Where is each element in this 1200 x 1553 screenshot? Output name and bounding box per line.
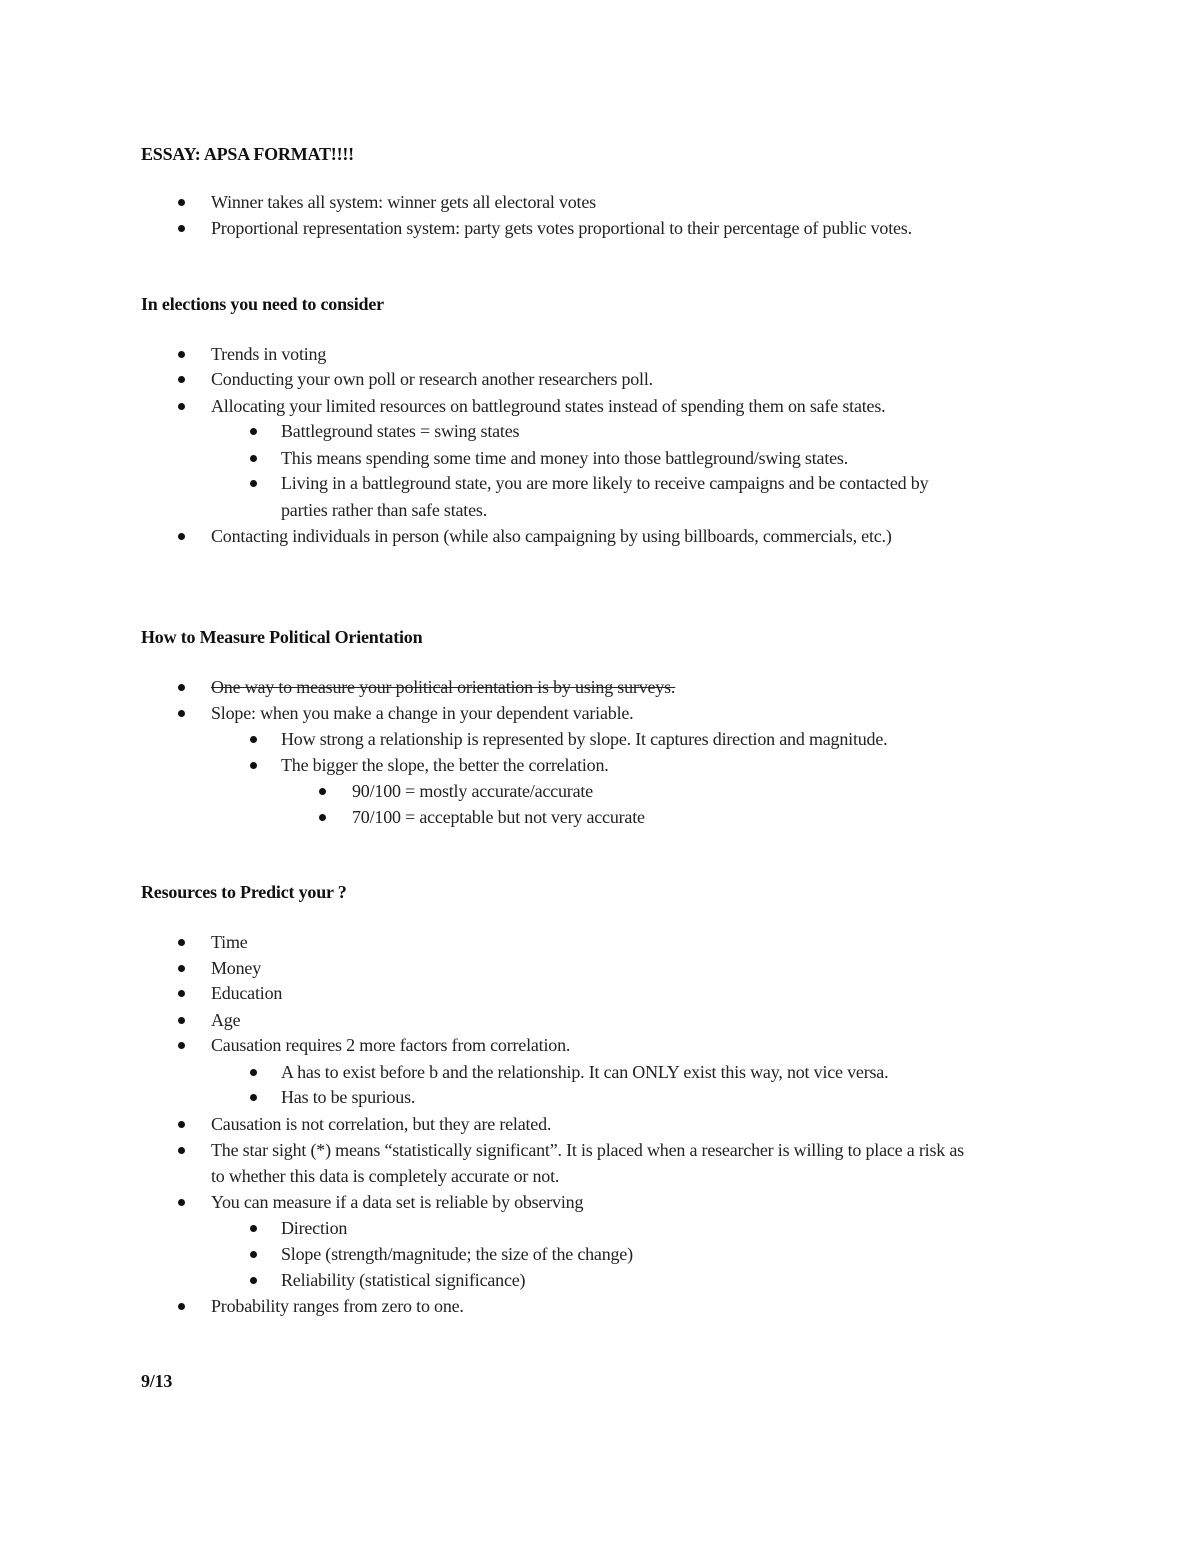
list-item: Conducting your own poll or research another researchers poll. <box>211 366 653 392</box>
list-item: Probability ranges from zero to one. <box>211 1293 464 1319</box>
list-item: Slope: when you make a change in your dependent variable. <box>211 700 633 726</box>
list-item: Winner takes all system: winner gets all electoral votes <box>211 189 596 215</box>
list-item: The bigger the slope, the better the correlation. <box>281 752 609 778</box>
list-item: Allocating your limited resources on battleground states instead of spending them on safe states. <box>211 393 885 419</box>
list-item-continuation: parties rather than safe states. <box>281 500 488 520</box>
list-item: 90/100 = mostly accurate/accurate <box>352 778 593 804</box>
list-item: Slope (strength/magnitude; the size of the change) <box>281 1241 633 1267</box>
list-item: The star sight (*) means “statistically significant”. It is placed when a researcher is willing to place a risk as <box>211 1137 964 1163</box>
bullet-icon <box>178 710 185 717</box>
bullet-icon <box>178 199 185 206</box>
bullet-icon <box>250 1094 257 1101</box>
section-heading: How to Measure Political Orientation <box>141 627 423 647</box>
bullet-icon <box>250 480 257 487</box>
date-label: 9/13 <box>141 1371 173 1391</box>
section-heading: In elections you need to consider <box>141 294 384 314</box>
list-item: How strong a relationship is represented by slope. It captures direction and magnitude. <box>281 726 887 752</box>
bullet-icon <box>178 1147 185 1154</box>
bullet-icon <box>250 762 257 769</box>
bullet-icon <box>178 533 185 540</box>
bullet-icon <box>178 376 185 383</box>
bullet-icon <box>178 1017 185 1024</box>
strikethrough-text: One way to measure your political orientation is by using surveys. <box>211 677 676 697</box>
bullet-icon <box>250 455 257 462</box>
list-item: Contacting individuals in person (while also campaigning by using billboards, commercials, etc.) <box>211 523 892 549</box>
list-item: Age <box>211 1007 240 1033</box>
list-item: A has to exist before b and the relationship. It can ONLY exist this way, not vice versa. <box>281 1059 888 1085</box>
list-item: You can measure if a data set is reliable by observing <box>211 1189 583 1215</box>
bullet-icon <box>178 684 185 691</box>
list-item: Time <box>211 929 248 955</box>
document-title: ESSAY: APSA FORMAT!!!! <box>141 144 354 164</box>
list-item: Trends in voting <box>211 341 326 367</box>
list-item: Has to be spurious. <box>281 1084 415 1110</box>
bullet-icon <box>250 736 257 743</box>
bullet-icon <box>250 1251 257 1258</box>
list-item: Direction <box>281 1215 347 1241</box>
list-item: Reliability (statistical significance) <box>281 1267 525 1293</box>
bullet-icon <box>250 1225 257 1232</box>
list-item: Causation is not correlation, but they are related. <box>211 1111 551 1137</box>
list-item-continuation: to whether this data is completely accurate or not. <box>211 1166 560 1186</box>
bullet-icon <box>178 1303 185 1310</box>
list-item: Battleground states = swing states <box>281 418 519 444</box>
bullet-icon <box>178 965 185 972</box>
bullet-icon <box>319 814 326 821</box>
bullet-icon <box>250 1069 257 1076</box>
list-item: Proportional representation system: party gets votes proportional to their percentage of public votes. <box>211 215 912 241</box>
list-item: This means spending some time and money into those battleground/swing states. <box>281 445 848 471</box>
list-item: Living in a battleground state, you are more likely to receive campaigns and be contacted by <box>281 470 928 496</box>
list-item: 70/100 = acceptable but not very accurate <box>352 804 645 830</box>
list-item: Causation requires 2 more factors from correlation. <box>211 1032 570 1058</box>
bullet-icon <box>178 990 185 997</box>
bullet-icon <box>250 428 257 435</box>
list-item: Education <box>211 980 282 1006</box>
bullet-icon <box>319 788 326 795</box>
bullet-icon <box>178 403 185 410</box>
bullet-icon <box>178 1042 185 1049</box>
bullet-icon <box>178 351 185 358</box>
list-item <box>211 674 675 700</box>
bullet-icon <box>178 1121 185 1128</box>
bullet-icon <box>178 1199 185 1206</box>
bullet-icon <box>178 939 185 946</box>
bullet-icon <box>250 1277 257 1284</box>
bullet-icon <box>178 225 185 232</box>
list-item: Money <box>211 955 261 981</box>
section-heading: Resources to Predict your ? <box>141 882 347 902</box>
